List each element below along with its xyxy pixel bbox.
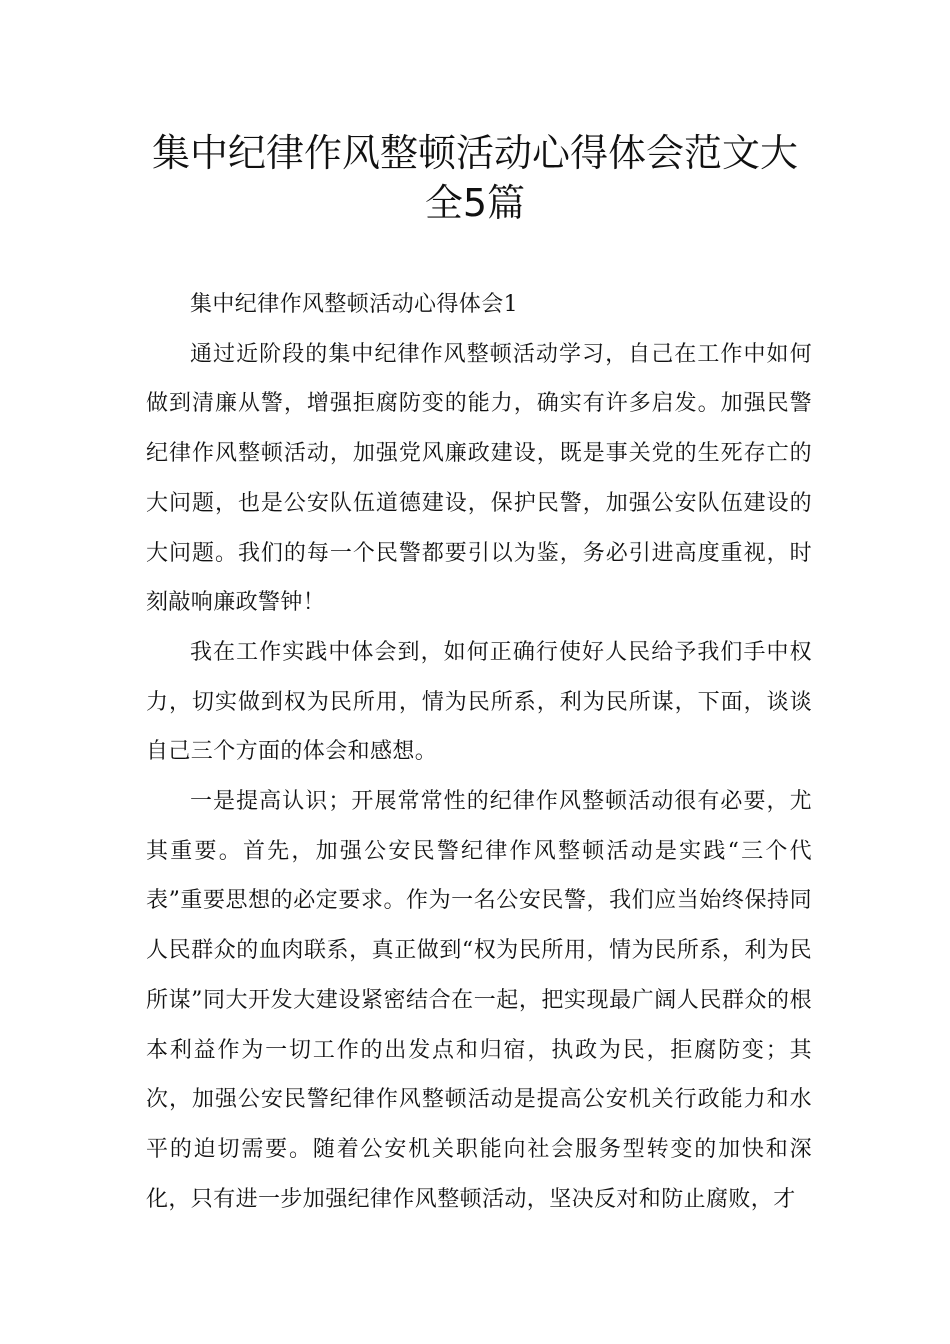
document-body [146,280,812,1224]
body-paragraph-3: 一是提高认识；开展常常性的纪律作风整顿活动很有必要，尤其重要。首先，加强公安民警纪律作风整顿活动是实践“三个代表”重要思想的必定要求。作为一名公安民警，我们应当始终保持同人民群众的血肉联系，真正做到“权为民所用，情为民所系，利为民所谋”同大开发大建设紧密结合在一起，把实现最广阔人民群众的根本利益作为一切工作的出发点和归宿，执政为民，拒腐防变；其次，加强公安民警纪律作风整顿活动是提高公安机关行政能力和水平的迫切需要。随着公安机关职能向社会服务型转变的加快和深化，只有进一步加强纪律作风整顿活动，坚决反对和防止腐败，才 [146,789,812,1212]
document-title [120,128,830,228]
body-paragraph-2: 我在工作实践中体会到，如何正确行使好人民给予我们手中权力，切实做到权为民所用，情为民所系，利为民所谋，下面，谈谈自己三个方面的体会和感想。 [146,639,812,765]
body-paragraph-1: 通过近阶段的集中纪律作风整顿活动学习，自己在工作中如何做到清廉从警，增强拒腐防变的能力，确实有许多启发。加强民警纪律作风整顿活动，加强党风廉政建设，既是事关党的生死存亡的大问题，也是公安队伍道德建设，保护民警，加强公安队伍建设的大问题。我们的每一个民警都要引以为鉴，务必引进高度重视，时刻敲响廉政警钟！ [146,341,812,616]
section-heading: 集中纪律作风整顿活动心得体会1 [190,292,518,317]
title-line-2: 全5篇 [424,181,526,225]
title-line-1: 集中纪律作风整顿活动心得体会范文大 [151,131,798,175]
